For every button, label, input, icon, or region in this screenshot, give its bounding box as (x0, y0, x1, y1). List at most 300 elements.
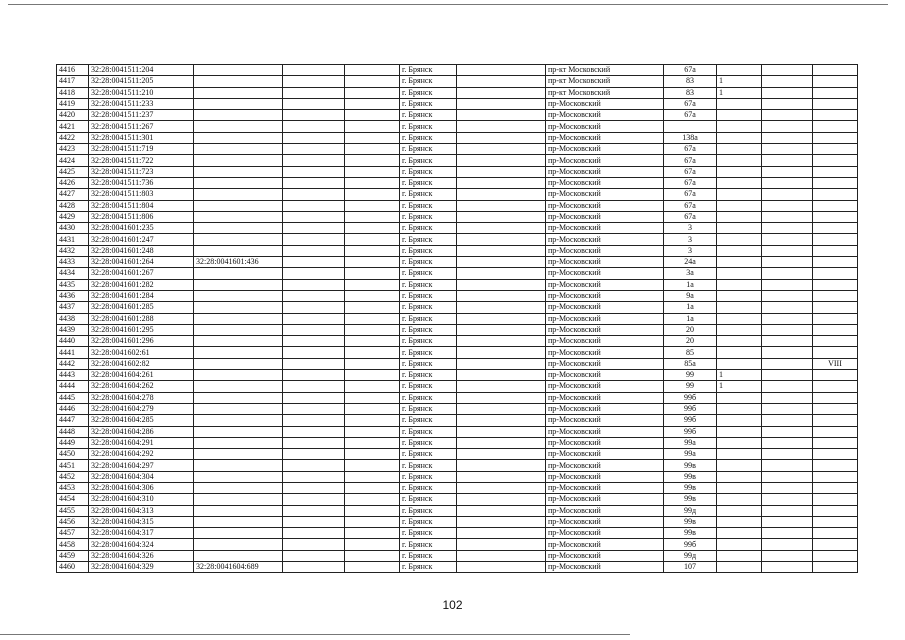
blank-cell-4 (283, 324, 345, 335)
blank-cell-4 (283, 426, 345, 437)
related-cadastral-cell (194, 200, 283, 211)
street-cell: пр-Московский (546, 347, 664, 358)
table-row (57, 358, 858, 369)
row-number-cell: 4447 (57, 415, 89, 426)
street-cell: пр-Московский (546, 211, 664, 222)
table-row (57, 392, 858, 403)
blank-cell-5 (345, 516, 400, 527)
blank-cell-5 (345, 494, 400, 505)
cadastral-number-cell: 32:28:0041511:204 (89, 65, 194, 76)
house-number-cell: 99д (664, 550, 717, 561)
city-cell: г. Брянск (400, 324, 457, 335)
city-cell: г. Брянск (400, 189, 457, 200)
street-cell: пр-Московский (546, 336, 664, 347)
blank-cell-5 (345, 324, 400, 335)
row-number-cell: 4431 (57, 234, 89, 245)
city-cell: г. Брянск (400, 65, 457, 76)
apartment-cell (813, 550, 858, 561)
house-number-cell: 99в (664, 471, 717, 482)
apartment-cell (813, 257, 858, 268)
blank-cell-5 (345, 505, 400, 516)
city-cell: г. Брянск (400, 155, 457, 166)
blank-cell-11 (762, 550, 813, 561)
cadastral-number-cell: 32:28:0041511:736 (89, 177, 194, 188)
cadastral-number-cell: 32:28:0041604:310 (89, 494, 194, 505)
city-cell: г. Брянск (400, 144, 457, 155)
apartment-cell (813, 482, 858, 493)
related-cadastral-cell (194, 211, 283, 222)
row-number-cell: 4434 (57, 268, 89, 279)
row-number-cell: 4416 (57, 65, 89, 76)
street-cell: пр-Московский (546, 257, 664, 268)
blank-cell-7 (457, 257, 546, 268)
blank-cell-5 (345, 449, 400, 460)
building-cell (717, 392, 762, 403)
house-number-cell: 99а (664, 437, 717, 448)
city-cell: г. Брянск (400, 482, 457, 493)
table-row (57, 539, 858, 550)
blank-cell-11 (762, 336, 813, 347)
blank-cell-4 (283, 268, 345, 279)
street-cell: пр-Московский (546, 471, 664, 482)
row-number-cell: 4455 (57, 505, 89, 516)
house-number-cell: 138а (664, 132, 717, 143)
row-number-cell: 4445 (57, 392, 89, 403)
related-cadastral-cell (194, 403, 283, 414)
apartment-cell (813, 65, 858, 76)
blank-cell-5 (345, 166, 400, 177)
related-cadastral-cell (194, 234, 283, 245)
cadastral-number-cell: 32:28:0041601:296 (89, 336, 194, 347)
street-cell: пр-Московский (546, 437, 664, 448)
house-number-cell: 1а (664, 302, 717, 313)
apartment-cell (813, 313, 858, 324)
blank-cell-4 (283, 392, 345, 403)
cadastral-number-cell: 32:28:0041601:248 (89, 245, 194, 256)
related-cadastral-cell (194, 98, 283, 109)
street-cell: пр-Московский (546, 290, 664, 301)
related-cadastral-cell (194, 290, 283, 301)
blank-cell-7 (457, 87, 546, 98)
house-number-cell: 83 (664, 76, 717, 87)
street-cell: пр-Московский (546, 381, 664, 392)
blank-cell-11 (762, 121, 813, 132)
blank-cell-4 (283, 279, 345, 290)
blank-cell-4 (283, 65, 345, 76)
blank-cell-11 (762, 200, 813, 211)
cadastral-number-cell: 32:28:0041604:326 (89, 550, 194, 561)
blank-cell-4 (283, 121, 345, 132)
street-cell: пр-Московский (546, 132, 664, 143)
blank-cell-5 (345, 403, 400, 414)
blank-cell-11 (762, 358, 813, 369)
blank-cell-4 (283, 460, 345, 471)
table-row (57, 494, 858, 505)
house-number-cell: 1а (664, 313, 717, 324)
blank-cell-4 (283, 528, 345, 539)
related-cadastral-cell (194, 347, 283, 358)
apartment-cell (813, 347, 858, 358)
table-row (57, 381, 858, 392)
blank-cell-7 (457, 121, 546, 132)
house-number-cell: 67а (664, 144, 717, 155)
blank-cell-5 (345, 539, 400, 550)
blank-cell-5 (345, 211, 400, 222)
blank-cell-4 (283, 155, 345, 166)
related-cadastral-cell (194, 528, 283, 539)
table-row (57, 437, 858, 448)
building-cell (717, 223, 762, 234)
row-number-cell: 4436 (57, 290, 89, 301)
house-number-cell: 99в (664, 494, 717, 505)
related-cadastral-cell (194, 110, 283, 121)
table-row (57, 426, 858, 437)
related-cadastral-cell (194, 505, 283, 516)
related-cadastral-cell (194, 65, 283, 76)
city-cell: г. Брянск (400, 528, 457, 539)
blank-cell-7 (457, 392, 546, 403)
related-cadastral-cell (194, 155, 283, 166)
blank-cell-5 (345, 200, 400, 211)
blank-cell-4 (283, 302, 345, 313)
cadastral-number-cell: 32:28:0041604:306 (89, 482, 194, 493)
house-number-cell: 67а (664, 177, 717, 188)
related-cadastral-cell (194, 324, 283, 335)
street-cell: пр-Московский (546, 505, 664, 516)
building-cell: 1 (717, 381, 762, 392)
cadastral-number-cell: 32:28:0041604:286 (89, 426, 194, 437)
table-row (57, 144, 858, 155)
blank-cell-4 (283, 471, 345, 482)
table-row (57, 155, 858, 166)
city-cell: г. Брянск (400, 257, 457, 268)
city-cell: г. Брянск (400, 426, 457, 437)
blank-cell-4 (283, 539, 345, 550)
street-cell: пр-Московский (546, 245, 664, 256)
cadastral-number-cell: 32:28:0041511:205 (89, 76, 194, 87)
blank-cell-4 (283, 200, 345, 211)
table-row (57, 336, 858, 347)
blank-cell-7 (457, 234, 546, 245)
blank-cell-5 (345, 110, 400, 121)
apartment-cell (813, 562, 858, 573)
apartment-cell (813, 121, 858, 132)
building-cell (717, 415, 762, 426)
house-number-cell: 20 (664, 336, 717, 347)
blank-cell-11 (762, 223, 813, 234)
cadastral-number-cell: 32:28:0041511:722 (89, 155, 194, 166)
street-cell: пр-Московский (546, 516, 664, 527)
related-cadastral-cell (194, 437, 283, 448)
building-cell: 1 (717, 370, 762, 381)
building-cell (717, 562, 762, 573)
blank-cell-11 (762, 234, 813, 245)
apartment-cell (813, 505, 858, 516)
table-row (57, 313, 858, 324)
blank-cell-7 (457, 539, 546, 550)
cadastral-number-cell: 32:28:0041601:285 (89, 302, 194, 313)
city-cell: г. Брянск (400, 110, 457, 121)
cadastral-number-cell: 32:28:0041604:285 (89, 415, 194, 426)
street-cell: пр-Московский (546, 392, 664, 403)
street-cell: пр-Московский (546, 234, 664, 245)
blank-cell-7 (457, 358, 546, 369)
city-cell: г. Брянск (400, 76, 457, 87)
street-cell: пр-Московский (546, 200, 664, 211)
blank-cell-4 (283, 505, 345, 516)
house-number-cell: 99б (664, 539, 717, 550)
blank-cell-5 (345, 482, 400, 493)
table-row (57, 505, 858, 516)
apartment-cell (813, 76, 858, 87)
row-number-cell: 4420 (57, 110, 89, 121)
city-cell: г. Брянск (400, 87, 457, 98)
blank-cell-5 (345, 132, 400, 143)
blank-cell-11 (762, 403, 813, 414)
blank-cell-7 (457, 211, 546, 222)
table-row (57, 110, 858, 121)
blank-cell-7 (457, 166, 546, 177)
street-cell: пр-Московский (546, 110, 664, 121)
blank-cell-4 (283, 223, 345, 234)
street-cell: пр-Московский (546, 189, 664, 200)
related-cadastral-cell (194, 381, 283, 392)
table-row (57, 189, 858, 200)
city-cell: г. Брянск (400, 437, 457, 448)
blank-cell-11 (762, 177, 813, 188)
apartment-cell (813, 449, 858, 460)
table-row (57, 87, 858, 98)
house-number-cell: 67а (664, 166, 717, 177)
apartment-cell (813, 132, 858, 143)
table-row (57, 121, 858, 132)
related-cadastral-cell (194, 426, 283, 437)
related-cadastral-cell (194, 223, 283, 234)
row-number-cell: 4440 (57, 336, 89, 347)
cadastral-number-cell: 32:28:0041601:267 (89, 268, 194, 279)
house-number-cell: 67а (664, 211, 717, 222)
table-row (57, 76, 858, 87)
blank-cell-11 (762, 87, 813, 98)
blank-cell-7 (457, 189, 546, 200)
cadastral-number-cell: 32:28:0041601:264 (89, 257, 194, 268)
row-number-cell: 4432 (57, 245, 89, 256)
street-cell: пр-Московский (546, 403, 664, 414)
blank-cell-11 (762, 539, 813, 550)
apartment-cell (813, 370, 858, 381)
blank-cell-4 (283, 403, 345, 414)
blank-cell-11 (762, 76, 813, 87)
apartment-cell (813, 189, 858, 200)
blank-cell-11 (762, 144, 813, 155)
blank-cell-11 (762, 110, 813, 121)
blank-cell-11 (762, 324, 813, 335)
blank-cell-7 (457, 381, 546, 392)
table-row (57, 245, 858, 256)
blank-cell-4 (283, 550, 345, 561)
blank-cell-11 (762, 370, 813, 381)
top-scan-rule (8, 4, 888, 5)
house-number-cell: 99в (664, 516, 717, 527)
building-cell (717, 403, 762, 414)
building-cell (717, 121, 762, 132)
street-cell: пр-кт Московский (546, 87, 664, 98)
blank-cell-11 (762, 211, 813, 222)
table-row (57, 562, 858, 573)
blank-cell-4 (283, 87, 345, 98)
blank-cell-4 (283, 132, 345, 143)
cadastral-number-cell: 32:28:0041511:806 (89, 211, 194, 222)
house-number-cell: 67а (664, 98, 717, 109)
street-cell: пр-Московский (546, 313, 664, 324)
blank-cell-5 (345, 302, 400, 313)
street-cell: пр-Московский (546, 550, 664, 561)
apartment-cell (813, 98, 858, 109)
street-cell: пр-Московский (546, 449, 664, 460)
blank-cell-4 (283, 516, 345, 527)
house-number-cell: 67а (664, 189, 717, 200)
street-cell: пр-Московский (546, 426, 664, 437)
building-cell (717, 426, 762, 437)
blank-cell-11 (762, 426, 813, 437)
street-cell: пр-Московский (546, 279, 664, 290)
blank-cell-4 (283, 76, 345, 87)
building-cell (717, 234, 762, 245)
blank-cell-7 (457, 550, 546, 561)
table-row (57, 550, 858, 561)
street-cell: пр-Московский (546, 415, 664, 426)
blank-cell-11 (762, 257, 813, 268)
row-number-cell: 4449 (57, 437, 89, 448)
house-number-cell: 99в (664, 528, 717, 539)
house-number-cell: 67а (664, 65, 717, 76)
city-cell: г. Брянск (400, 268, 457, 279)
related-cadastral-cell (194, 539, 283, 550)
city-cell: г. Брянск (400, 132, 457, 143)
related-cadastral-cell (194, 482, 283, 493)
building-cell (717, 98, 762, 109)
apartment-cell (813, 516, 858, 527)
blank-cell-7 (457, 449, 546, 460)
building-cell (717, 155, 762, 166)
related-cadastral-cell (194, 279, 283, 290)
related-cadastral-cell (194, 415, 283, 426)
blank-cell-4 (283, 370, 345, 381)
table-row (57, 528, 858, 539)
building-cell (717, 437, 762, 448)
register-table-body (57, 65, 858, 573)
blank-cell-7 (457, 516, 546, 527)
blank-cell-4 (283, 494, 345, 505)
blank-cell-4 (283, 257, 345, 268)
cadastral-number-cell: 32:28:0041602:61 (89, 347, 194, 358)
apartment-cell (813, 392, 858, 403)
related-cadastral-cell (194, 358, 283, 369)
blank-cell-4 (283, 313, 345, 324)
street-cell: пр-кт Московский (546, 65, 664, 76)
related-cadastral-cell (194, 121, 283, 132)
table-row (57, 324, 858, 335)
blank-cell-7 (457, 370, 546, 381)
blank-cell-7 (457, 528, 546, 539)
cadastral-number-cell: 32:28:0041511:237 (89, 110, 194, 121)
blank-cell-11 (762, 302, 813, 313)
city-cell: г. Брянск (400, 347, 457, 358)
blank-cell-7 (457, 177, 546, 188)
blank-cell-4 (283, 189, 345, 200)
building-cell (717, 494, 762, 505)
row-number-cell: 4421 (57, 121, 89, 132)
apartment-cell (813, 336, 858, 347)
blank-cell-11 (762, 313, 813, 324)
row-number-cell: 4425 (57, 166, 89, 177)
blank-cell-5 (345, 550, 400, 561)
blank-cell-5 (345, 358, 400, 369)
house-number-cell: 9а (664, 290, 717, 301)
cadastral-number-cell: 32:28:0041511:803 (89, 189, 194, 200)
blank-cell-5 (345, 460, 400, 471)
street-cell: пр-Московский (546, 528, 664, 539)
building-cell (717, 528, 762, 539)
cadastral-number-cell: 32:28:0041511:301 (89, 132, 194, 143)
blank-cell-11 (762, 166, 813, 177)
cadastral-number-cell: 32:28:0041601:284 (89, 290, 194, 301)
street-cell: пр-Московский (546, 268, 664, 279)
table-row (57, 290, 858, 301)
apartment-cell (813, 290, 858, 301)
building-cell (717, 358, 762, 369)
building-cell (717, 166, 762, 177)
blank-cell-7 (457, 279, 546, 290)
apartment-cell (813, 437, 858, 448)
house-number-cell: 85 (664, 347, 717, 358)
table-row (57, 223, 858, 234)
row-number-cell: 4441 (57, 347, 89, 358)
related-cadastral-cell (194, 449, 283, 460)
row-number-cell: 4438 (57, 313, 89, 324)
blank-cell-5 (345, 370, 400, 381)
city-cell: г. Брянск (400, 177, 457, 188)
apartment-cell (813, 302, 858, 313)
blank-cell-5 (345, 223, 400, 234)
building-cell (717, 336, 762, 347)
cadastral-number-cell: 32:28:0041604:313 (89, 505, 194, 516)
cadastral-number-cell: 32:28:0041604:317 (89, 528, 194, 539)
related-cadastral-cell (194, 370, 283, 381)
apartment-cell (813, 144, 858, 155)
blank-cell-7 (457, 324, 546, 335)
cadastral-number-cell: 32:28:0041604:315 (89, 516, 194, 527)
building-cell (717, 302, 762, 313)
building-cell: 1 (717, 76, 762, 87)
table-row (57, 257, 858, 268)
blank-cell-7 (457, 98, 546, 109)
blank-cell-7 (457, 471, 546, 482)
blank-cell-11 (762, 155, 813, 166)
blank-cell-7 (457, 76, 546, 87)
blank-cell-5 (345, 290, 400, 301)
apartment-cell (813, 87, 858, 98)
house-number-cell: 3 (664, 223, 717, 234)
blank-cell-7 (457, 65, 546, 76)
row-number-cell: 4426 (57, 177, 89, 188)
street-cell: пр-Московский (546, 177, 664, 188)
blank-cell-11 (762, 290, 813, 301)
building-cell (717, 110, 762, 121)
row-number-cell: 4435 (57, 279, 89, 290)
street-cell: пр-Московский (546, 460, 664, 471)
blank-cell-5 (345, 155, 400, 166)
